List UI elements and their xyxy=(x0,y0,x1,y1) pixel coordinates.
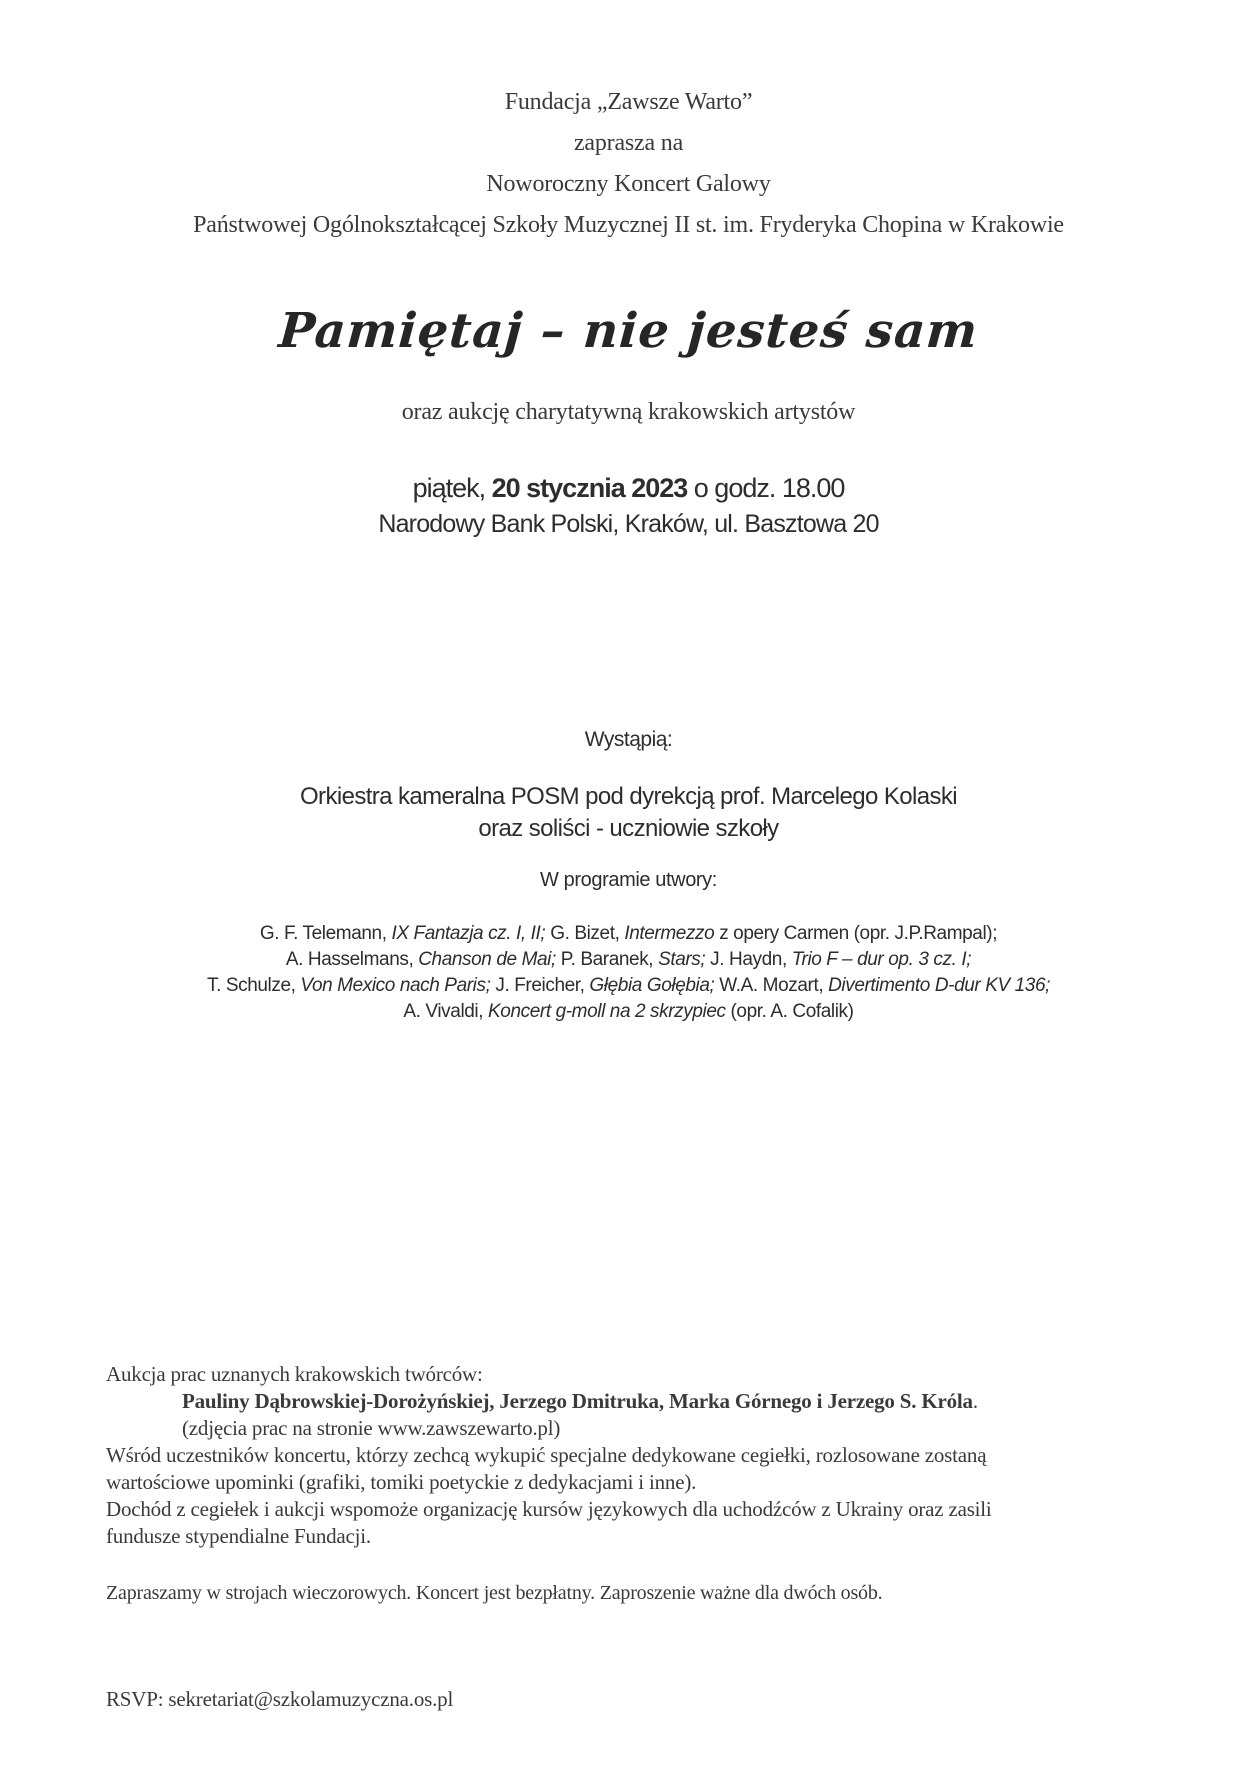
auction-block xyxy=(106,1361,1177,1550)
concert-title-script: Pamiętaj – nie jesteś sam xyxy=(276,303,981,359)
performers-block xyxy=(0,781,1257,845)
auction-intro: Aukcja prac uznanych krakowskich twórców: xyxy=(106,1362,483,1386)
invites-text: zaprasza na xyxy=(573,130,684,156)
auction-body-line: wartościowe upominki (grafiki, tomiki poetyckie z dedykacjami i inne). xyxy=(106,1470,697,1494)
auction-artists: Pauliny Dąbrowskiej-Dorożyńskiej, Jerzego Dmitruka, Marka Górnego i Jerzego S. Króla. xyxy=(182,1389,978,1413)
program-heading: W programie utwory: xyxy=(540,869,717,891)
rsvp-line: RSVP: sekretariat@szkolamuzyczna.os.pl xyxy=(106,1687,454,1711)
auction-body-line: Dochód z cegiełek i aukcji wspomoże organizację kursów językowych dla uchodźców z Ukrainy oraz zasili xyxy=(106,1497,992,1521)
orchestra-line: Orkiestra kameralna POSM pod dyrekcją prof. Marcelego Kolaski xyxy=(299,783,957,810)
event-venue: Narodowy Bank Polski, Kraków, ul. Basztowa 20 xyxy=(378,510,879,538)
auction-body-line: fundusze stypendialne Fundacji. xyxy=(106,1524,371,1548)
program-line-4: A. Vivaldi, Koncert g-moll na 2 skrzypiec (opr. A. Cofalik) xyxy=(403,1001,854,1022)
auction-body-line: Wśród uczestników koncertu, którzy zechcą wykupić specjalne dedykowane cegiełki, rozlosowane zostaną xyxy=(106,1443,987,1467)
organizer-name: Fundacja „Zawsze Warto” xyxy=(504,89,753,115)
auction-subtitle: oraz aukcję charytatywną krakowskich artystów xyxy=(401,399,856,425)
program-line-2: A. Hasselmans, Chanson de Mai; P. Baranek, Stars; J. Haydn, Trio F – dur op. 3 cz. I; xyxy=(285,949,972,970)
event-name: Noworoczny Koncert Galowy xyxy=(486,171,771,197)
performers-heading: Wystąpią: xyxy=(584,728,673,751)
program-list xyxy=(0,921,1257,1025)
school-name: Państwowej Ogólnokształcącej Szkoły Muzycznej II st. im. Fryderyka Chopina w Krakowie xyxy=(193,212,1064,238)
event-date: piątek, 20 stycznia 2023 o godz. 18.00 xyxy=(412,473,845,503)
program-line-1: G. F. Telemann, IX Fantazja cz. I, II; G. Bizet, Intermezzo z opery Carmen (opr. J.P.Rampal); xyxy=(259,923,998,944)
soloists-line: oraz soliści - uczniowie szkoły xyxy=(478,815,779,842)
auction-photos-note: (zdjęcia prac na stronie www.zawszewarto.pl) xyxy=(182,1416,561,1440)
header-block xyxy=(0,82,1257,246)
dress-code-note: Zapraszamy w strojach wieczorowych. Koncert jest bezpłatny. Zaproszenie ważne dla dwóch osób. xyxy=(106,1582,883,1604)
program-line-3: T. Schulze, Von Mexico nach Paris; J. Freicher, Głębia Gołębia; W.A. Mozart, Divertimento D-dur KV 136; xyxy=(206,975,1051,996)
